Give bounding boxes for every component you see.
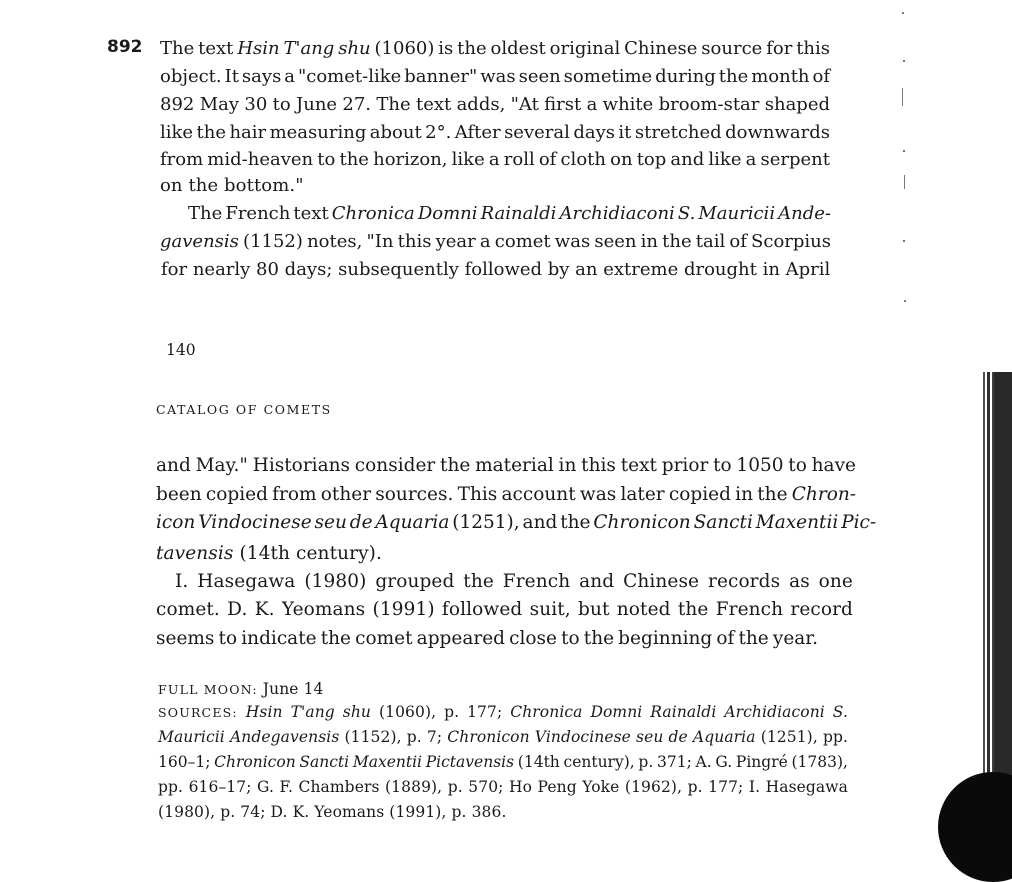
entry-892-line — [160, 38, 830, 59]
sources-line — [158, 753, 848, 771]
text-run: comet. D. K. Yeomans (1991) followed suit, but noted the French record — [156, 599, 853, 620]
italic-title: Hsin T'ang shu — [237, 38, 371, 59]
entry-892-line — [160, 94, 830, 115]
text-run: (1060), p. 177; — [371, 703, 511, 721]
text-run: I. Hasegawa (1980) grouped the French and Chinese records as one — [175, 571, 853, 592]
text-run: (1251), pp. — [755, 728, 849, 746]
text-run: (14th century), p. 371; A. G. Pingré (1783), — [514, 753, 848, 771]
text-run: and May." Historians consider the material in this text prior to 1050 to have — [156, 455, 856, 476]
text-run: object. It says a "comet-like banner" was seen sometime during the month of — [160, 66, 830, 87]
page-number: 140 — [166, 341, 196, 359]
continuation-line — [156, 628, 818, 649]
entry-892-line — [160, 122, 830, 143]
text-run: (1152) notes, "In this year a comet was seen in the tail of Scorpius — [238, 231, 831, 252]
text-run: 892 May 30 to June 27. The text adds, "At first a white broom-star shaped — [160, 94, 830, 115]
running-head: CATALOG OF COMETS — [156, 402, 332, 417]
entry-892-line — [160, 175, 304, 196]
sources-line — [158, 803, 506, 821]
italic-title: Chronicon Sancti Maxentii Pic- — [593, 512, 877, 533]
text-run: like the hair measuring about 2°. After several days it stretched downwards — [160, 122, 830, 143]
italic-title: Chronica Domni Rainaldi Archidiaconi S. Mauricii Ande- — [331, 203, 831, 224]
text-run: on the bottom." — [160, 175, 304, 196]
entry-892-line — [160, 149, 830, 170]
sources-line — [158, 703, 848, 721]
scan-corner-shadow — [938, 772, 1012, 882]
text-run: (1980), p. 74; D. K. Yeomans (1991), p. 386. — [158, 803, 507, 821]
text-run: (1152), p. 7; — [339, 728, 448, 746]
sources-line — [158, 728, 848, 746]
text-run: (14th century). — [233, 543, 382, 564]
small-caps-label: FULL MOON: — [158, 682, 258, 697]
continuation-line — [156, 599, 853, 620]
continuation-line — [156, 512, 876, 533]
entry-892-line — [188, 203, 831, 224]
text-run: The French text — [188, 203, 332, 224]
text-run: seems to indicate the comet appeared close to the beginning of the year. — [156, 628, 818, 649]
entry-892-line — [161, 259, 830, 280]
continuation-line — [156, 484, 856, 505]
italic-title: Mauricii Andegavensis — [158, 728, 340, 746]
small-caps-label: SOURCES: — [158, 705, 238, 720]
italic-title: tavensis — [156, 543, 234, 564]
text-run: June 14 — [257, 680, 324, 698]
italic-title: gavensis — [160, 231, 239, 252]
italic-title: Chronicon Vindocinese seu de Aquaria — [447, 728, 756, 746]
continuation-line — [175, 571, 853, 592]
sources-line — [158, 680, 324, 698]
italic-title: Chronica Domni Rainaldi Archidiaconi S. — [510, 703, 848, 721]
entry-892-line — [160, 66, 830, 87]
italic-title: Chron- — [791, 484, 856, 505]
text-run: (1060) is the oldest original Chinese source for this — [370, 38, 831, 59]
text-run: The text — [160, 38, 238, 59]
text-run: 160–1; — [158, 753, 215, 771]
text-run: from mid-heaven to the horizon, like a roll of cloth on top and like a serpent — [160, 149, 830, 170]
text-run: pp. 616–17; G. F. Chambers (1889), p. 570; Ho Peng Yoke (1962), p. 177; I. Hasegawa — [158, 778, 848, 796]
text-run — [238, 703, 246, 721]
italic-title: Chronicon Sancti Maxentii Pictavensis — [214, 753, 515, 771]
text-run: for nearly 80 days; subsequently followed by an extreme drought in April — [161, 259, 831, 280]
entry-892-line — [160, 231, 831, 252]
continuation-line — [156, 455, 856, 476]
text-run: (1251), and the — [449, 512, 594, 533]
entry-number: 892 — [107, 37, 143, 57]
sources-line — [158, 778, 848, 796]
text-run: been copied from other sources. This account was later copied in the — [156, 484, 792, 505]
italic-title: icon Vindocinese seu de Aquaria — [156, 512, 450, 533]
continuation-line — [156, 543, 382, 564]
scan-page-edge-shadow — [980, 372, 1012, 817]
italic-title: Hsin T'ang shu — [245, 703, 371, 721]
